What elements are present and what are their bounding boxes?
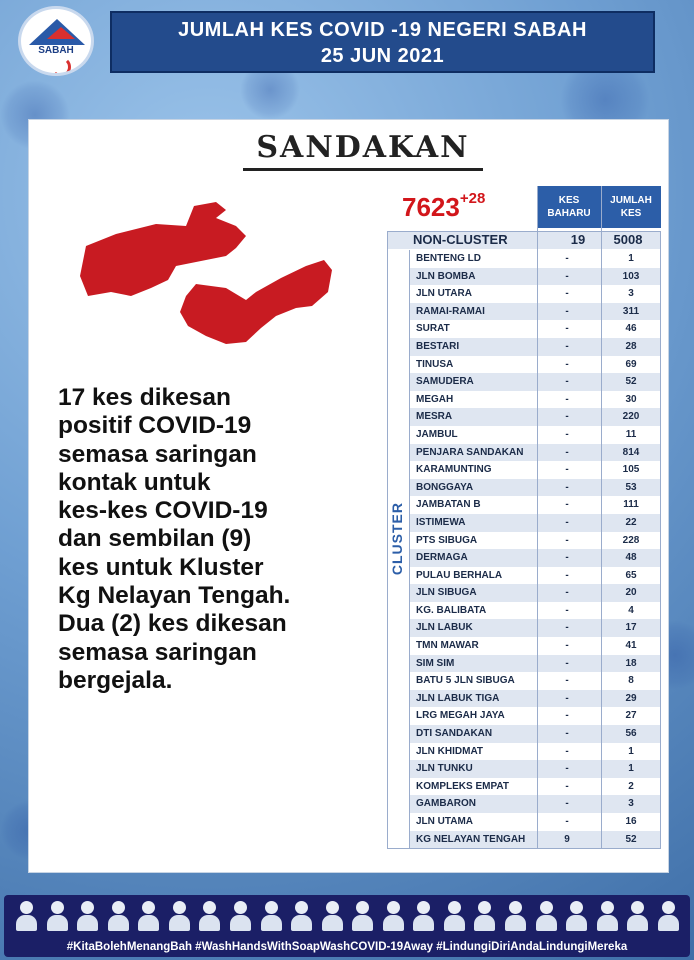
- frontliner-icon: [259, 899, 283, 933]
- table-row: [409, 619, 661, 637]
- sabah-logo: [18, 6, 94, 76]
- cluster-new-cases: 9: [564, 833, 570, 845]
- cluster-total-cases: 18: [625, 657, 637, 669]
- description-line: kontak untuk: [58, 468, 211, 496]
- footer-banner: [4, 895, 690, 957]
- cluster-total-cases: 220: [622, 411, 640, 423]
- table-row: [409, 303, 661, 321]
- non-cluster-row: [387, 231, 661, 249]
- cluster-total-cases: 69: [625, 358, 637, 370]
- cluster-new-cases: -: [565, 657, 569, 669]
- frontliner-icon: [534, 899, 558, 933]
- cluster-total-cases: 46: [625, 323, 637, 335]
- frontliner-icon: [595, 899, 619, 933]
- cluster-name: JLN TUNKU: [416, 763, 473, 775]
- cluster-name: LRG MEGAH JAYA: [416, 710, 505, 722]
- cluster-total-cases: 1: [628, 763, 634, 775]
- cluster-name: GAMBARON: [416, 798, 476, 810]
- cluster-total-cases: 52: [625, 833, 637, 845]
- table-row: [409, 655, 661, 673]
- cluster-name: SIM SIM: [416, 657, 455, 669]
- cluster-total-cases: 311: [622, 305, 640, 317]
- cluster-total-cases: 17: [625, 622, 637, 634]
- table-row: [409, 707, 661, 725]
- table-row: [409, 549, 661, 567]
- table-row: [409, 408, 661, 426]
- description-line: dan sembilan (9): [58, 525, 252, 553]
- frontliner-icon: [564, 899, 588, 933]
- frontliner-icon: [625, 899, 649, 933]
- table-row: [409, 637, 661, 655]
- cluster-new-cases: -: [565, 675, 569, 687]
- column-header-total: [601, 186, 661, 228]
- table-row: [409, 461, 661, 479]
- case-description: [58, 384, 378, 695]
- table-row: [409, 567, 661, 585]
- table-row: [409, 532, 661, 550]
- description-line: kes untuk Kluster: [58, 553, 264, 581]
- table-row: [409, 479, 661, 497]
- cluster-name: PTS SIBUGA: [416, 534, 478, 546]
- frontliner-icon: [320, 899, 344, 933]
- cluster-total-cases: 52: [625, 376, 637, 388]
- cluster-new-cases: -: [565, 253, 569, 264]
- cluster-total-cases: 48: [625, 552, 637, 564]
- cluster-total-cases: 56: [625, 728, 637, 740]
- cluster-name: SAMUDERA: [416, 376, 474, 388]
- cluster-name: MESRA: [416, 411, 453, 423]
- cluster-new-cases: -: [565, 728, 569, 740]
- table-row: [409, 795, 661, 813]
- non-cluster-total: 5008: [613, 232, 643, 247]
- cluster-total-cases: 28: [625, 340, 637, 352]
- swirl-icon: [51, 57, 71, 76]
- cluster-name: BATU 5 JLN SIBUGA: [416, 675, 515, 687]
- cluster-new-cases: -: [565, 745, 569, 757]
- district-title: SANDAKAN: [243, 130, 483, 171]
- frontliner-icon: [289, 899, 313, 933]
- cluster-name: DERMAGA: [416, 552, 468, 564]
- table-row: [409, 356, 661, 374]
- description-line: 17 kes dikesan: [58, 384, 231, 411]
- non-cluster-new: 19: [570, 232, 586, 247]
- frontliner-icon: [106, 899, 130, 933]
- cluster-new-cases: -: [565, 710, 569, 722]
- sandakan-map-icon: [76, 196, 338, 346]
- table-row: [409, 778, 661, 796]
- table-row: [409, 760, 661, 778]
- cluster-new-cases: -: [565, 534, 569, 546]
- cluster-table: [409, 250, 661, 848]
- table-row: [409, 584, 661, 602]
- cluster-new-cases: -: [565, 640, 569, 652]
- cluster-total-cases: 16: [625, 816, 637, 827]
- cluster-new-cases: -: [565, 305, 569, 317]
- cluster-name: JLN LABUK: [416, 622, 473, 634]
- cluster-name: KOMPLEKS EMPAT: [416, 780, 509, 792]
- column-header-new-label: KES BAHARU: [547, 195, 591, 219]
- table-row: [409, 426, 661, 444]
- cluster-name: JLN UTARA: [416, 288, 472, 300]
- cluster-new-cases: -: [565, 411, 569, 423]
- cluster-new-cases: -: [565, 569, 569, 581]
- cluster-new-cases: -: [565, 763, 569, 775]
- cluster-name: PULAU BERHALA: [416, 569, 503, 581]
- frontliner-icon: [14, 899, 38, 933]
- cluster-name: JAMBUL: [416, 428, 458, 440]
- cluster-total-cases: 11: [625, 428, 637, 440]
- header-date: 25 JUN 2021: [320, 45, 445, 67]
- cluster-total-cases: 3: [628, 288, 634, 300]
- description-line: semasa saringan: [58, 440, 257, 468]
- cluster-total-cases: 1: [628, 745, 634, 757]
- description-line: positif COVID-19: [58, 412, 252, 440]
- cluster-name: KG. BALIBATA: [416, 604, 487, 616]
- table-row: [409, 268, 661, 286]
- frontliner-icon: [472, 899, 496, 933]
- cluster-name: TMN MAWAR: [416, 640, 479, 652]
- non-cluster-label: NON-CLUSTER: [413, 232, 508, 247]
- total-cases-value: 7623: [402, 192, 460, 222]
- description-line: bergejala.: [58, 666, 173, 694]
- frontliner-icon: [167, 899, 191, 933]
- table-row: [409, 725, 661, 743]
- description-line: Kg Nelayan Tengah.: [58, 582, 291, 610]
- table-row: [409, 831, 661, 849]
- table-row: [409, 690, 661, 708]
- cluster-new-cases: -: [565, 798, 569, 810]
- cluster-name: KG NELAYAN TENGAH: [416, 833, 526, 845]
- cluster-total-cases: 65: [625, 569, 637, 581]
- table-row: [409, 496, 661, 514]
- description-line: kes-kes COVID-19: [58, 497, 268, 525]
- frontliner-icon: [381, 899, 405, 933]
- cluster-total-cases: 2: [628, 780, 634, 792]
- frontliner-icon: [197, 899, 221, 933]
- cluster-name: KARAMUNTING: [416, 464, 492, 476]
- cluster-total-cases: 105: [622, 464, 640, 476]
- table-row: [409, 672, 661, 690]
- cluster-name: JLN BOMBA: [416, 270, 476, 282]
- table-divider: [409, 250, 410, 849]
- cluster-new-cases: -: [565, 464, 569, 476]
- cluster-new-cases: -: [565, 692, 569, 704]
- cluster-name: BESTARI: [416, 340, 460, 352]
- cluster-name: BENTENG LD: [416, 253, 481, 264]
- cluster-new-cases: -: [565, 323, 569, 335]
- total-cases: [402, 192, 485, 223]
- frontliner-icon: [411, 899, 435, 933]
- cluster-name: RAMAI-RAMAI: [416, 305, 485, 317]
- cluster-total-cases: 111: [623, 499, 639, 511]
- cluster-name: TINUSA: [416, 358, 454, 370]
- table-row: [409, 602, 661, 620]
- cluster-total-cases: 29: [625, 692, 637, 704]
- cluster-total-cases: 3: [628, 798, 634, 810]
- logo-text: SABAH: [38, 45, 74, 56]
- cluster-new-cases: -: [565, 288, 569, 300]
- frontliner-icon: [442, 899, 466, 933]
- cluster-new-cases: -: [565, 393, 569, 405]
- cluster-new-cases: -: [565, 481, 569, 493]
- cluster-new-cases: -: [565, 428, 569, 440]
- description-line: Dua (2) kes dikesan: [58, 610, 287, 638]
- table-row: [409, 320, 661, 338]
- new-cases-value: +28: [459, 190, 486, 207]
- cluster-new-cases: -: [565, 270, 569, 282]
- frontliner-icon: [75, 899, 99, 933]
- cluster-name: JAMBATAN B: [416, 499, 481, 511]
- cluster-name: JLN UTAMA: [416, 816, 474, 827]
- column-header-total-label: JUMLAH KES: [610, 195, 652, 219]
- table-row: [409, 444, 661, 462]
- cluster-new-cases: -: [565, 587, 569, 599]
- cluster-total-cases: 8: [628, 675, 634, 687]
- cluster-new-cases: -: [565, 340, 569, 352]
- cluster-new-cases: -: [565, 816, 569, 827]
- cluster-new-cases: -: [565, 604, 569, 616]
- cluster-name: SURAT: [416, 323, 450, 335]
- mountain-peak-icon: [47, 27, 75, 39]
- frontliner-icon: [45, 899, 69, 933]
- table-row: [409, 743, 661, 761]
- frontliners-row: [14, 899, 680, 933]
- table-row: [409, 391, 661, 409]
- cluster-name: PENJARA SANDAKAN: [416, 446, 524, 458]
- table-divider: [537, 186, 538, 849]
- table-row: [409, 373, 661, 391]
- cluster-total-cases: 814: [622, 446, 640, 458]
- column-header-new: [537, 186, 601, 228]
- frontliner-icon: [503, 899, 527, 933]
- cluster-total-cases: 4: [628, 604, 634, 616]
- cluster-total-cases: 27: [625, 710, 637, 722]
- cluster-total-cases: 41: [625, 640, 637, 652]
- cluster-name: MEGAH: [416, 393, 454, 405]
- frontliner-icon: [350, 899, 374, 933]
- cluster-new-cases: -: [565, 552, 569, 564]
- frontliner-icon: [136, 899, 160, 933]
- cluster-total-cases: 53: [625, 481, 637, 493]
- table-divider: [601, 186, 602, 849]
- cluster-total-cases: 20: [625, 587, 637, 599]
- cluster-name: JLN KHIDMAT: [416, 745, 484, 757]
- description-line: semasa saringan: [58, 638, 257, 666]
- table-row: [409, 514, 661, 532]
- table-row: [409, 338, 661, 356]
- header-banner: [110, 11, 655, 73]
- cluster-new-cases: -: [565, 446, 569, 458]
- table-row: [409, 285, 661, 303]
- header-title: JUMLAH KES COVID -19 NEGERI SABAH: [178, 19, 587, 41]
- cluster-new-cases: -: [565, 358, 569, 370]
- cluster-new-cases: -: [565, 376, 569, 388]
- cluster-new-cases: -: [565, 780, 569, 792]
- cluster-label: CLUSTER: [389, 502, 405, 576]
- cluster-total-cases: 22: [625, 516, 637, 528]
- cluster-total-cases: 1: [628, 253, 634, 264]
- cluster-total-cases: 30: [625, 393, 637, 405]
- frontliner-icon: [656, 899, 680, 933]
- table-row: [409, 813, 661, 831]
- cluster-new-cases: -: [565, 622, 569, 634]
- cluster-total-cases: 228: [622, 534, 640, 546]
- cluster-name: ISTIMEWA: [416, 516, 466, 528]
- cluster-name: DTI SANDAKAN: [416, 728, 493, 740]
- cluster-new-cases: -: [565, 499, 569, 511]
- cluster-name: BONGGAYA: [416, 481, 474, 493]
- cluster-new-cases: -: [565, 516, 569, 528]
- cluster-name: JLN SIBUGA: [416, 587, 477, 599]
- footer-hashtags: #KitaBolehMenangBah #WashHandsWithSoapWashCOVID-19Away #LindungiDiriAndaLindungiMereka: [66, 941, 628, 953]
- cluster-name: JLN LABUK TIGA: [416, 692, 500, 704]
- table-row: [409, 250, 661, 268]
- cluster-total-cases: 103: [622, 270, 640, 282]
- frontliner-icon: [228, 899, 252, 933]
